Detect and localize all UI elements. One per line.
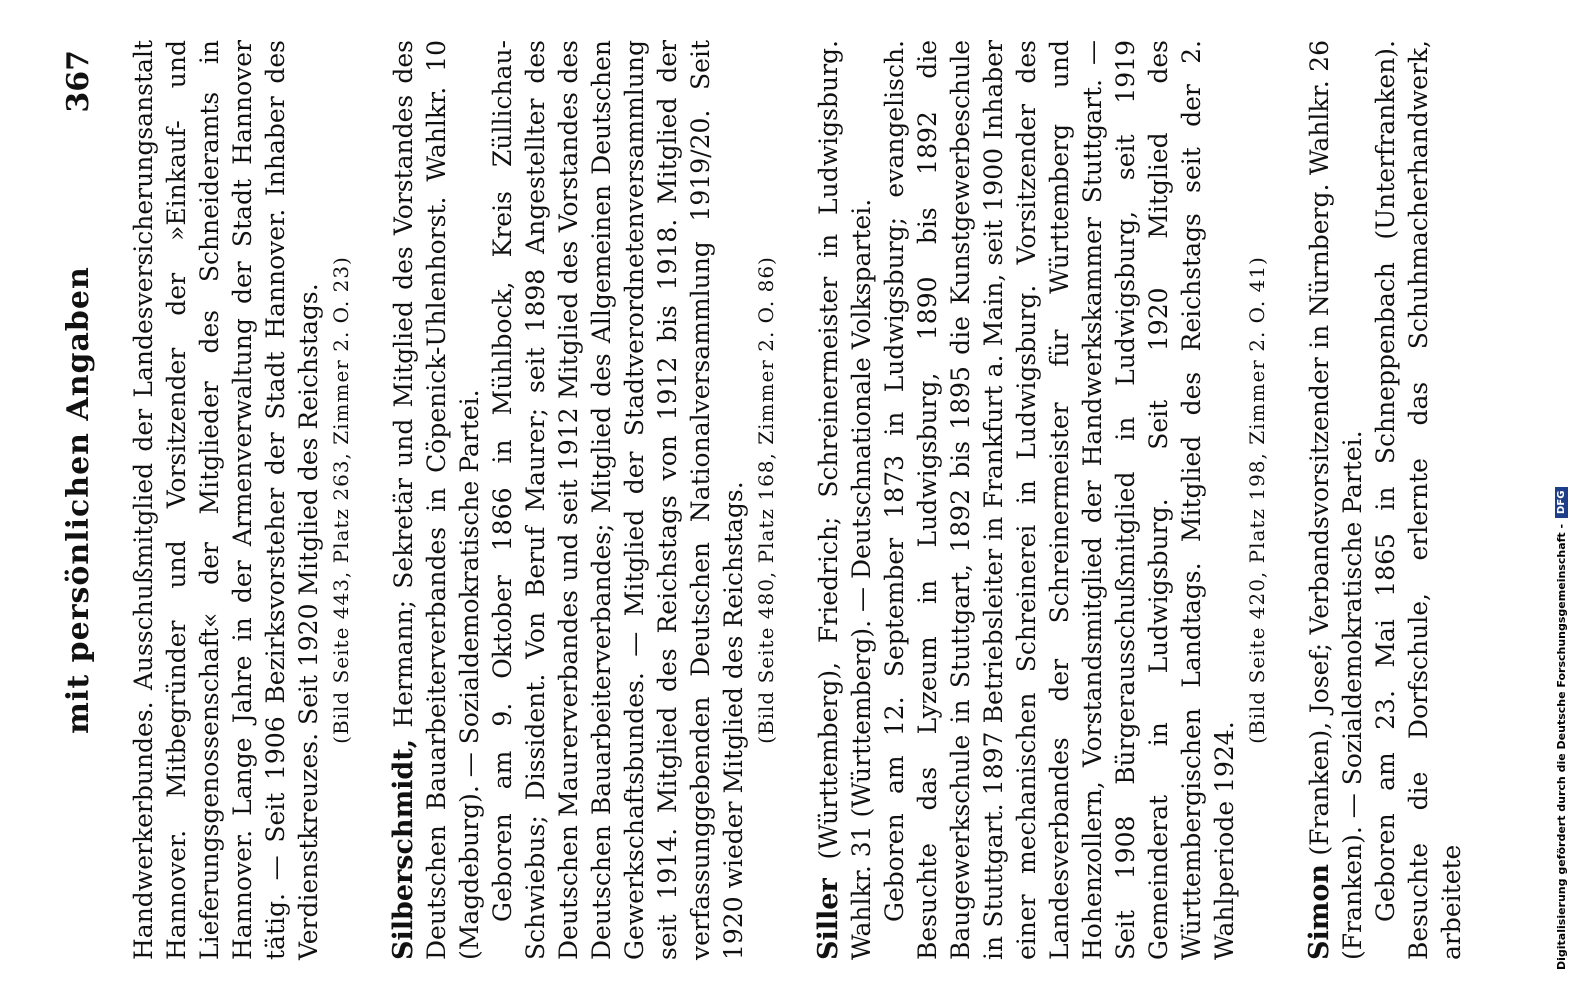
photo-reference: (Bild Seite 420, Platz 198, Zimmer 2. O. 41) (1245, 256, 1269, 744)
entry-silberschmidt (387, 40, 778, 960)
entry-lead-text: Hermann; Sekretär und Mitglied des Vorstandes des Deutschen Bauarbeiterverbandes in Cöpenick-Uhlenhorst. Wahlkr. 10 (Magdeburg). — Sozialdemokratische Partei. (389, 40, 484, 960)
entry-paragraph: Handwerkerbundes. Ausschußmitglied der Landesversicherungsanstalt Hannover. Mitbegründer und Vorsitzender der »Einkauf- und Lieferungsgenossenschaft« der Mitglieder des Schneideramts in Hannover. Lange Jahre in der Armenverwaltung der Stadt Hannover tätig. — Seit 1906 Bezirksvorsteher der Stadt Hannover. Inhaber des Verdienstkreuzes. Seit 1920 Mitglied des Reichstags. (129, 40, 323, 960)
entry-lead-text: (Franken), Josef; Verbandsvorsitzender in Nürnberg. Wahlkr. 26 (Franken). — Sozialdemokratische Partei. (1305, 40, 1367, 960)
entry-lead (387, 40, 486, 960)
page-header (55, 40, 115, 960)
page-number: 367 (61, 50, 96, 113)
entry-name: Silberschmidt, (388, 738, 419, 960)
digitization-credit (1553, 0, 1569, 1000)
photo-reference: (Bild Seite 480, Platz 168, Zimmer 2. O. 86) (754, 256, 778, 744)
biography-entries (127, 40, 1502, 960)
entry-simon (1303, 40, 1468, 960)
entry-lead (812, 40, 878, 960)
entry-paragraph: Geboren am 12. September 1873 in Ludwigsburg; evangelisch. Besuchte das Lyzeum in Ludwigsburg, 1890 bis 1892 die Baugewerkschule in Stuttgart, 1892 bis 1895 die Kunstgewerbeschule in Stuttgart. 1897 Betriebsleiter in Frankfurt a. Main, seit 1900 Inhaber einer mechanischen Schreinerei in Ludwigsburg. Vorsitzender des Landesverbandes der Schreinermeister für Württemberg und Hohenzollern, Vorstandsmitglied der Handwerkskammer Stuttgart. — Seit 1908 Bürgerausschußmitglied in Ludwigsburg, seit 1919 Gemeinderat in Ludwigsburg. Seit 1920 Mitglied des Württembergischen Landtags. Mitglied des Reichstags seit der 2. Wahlperiode 1924. (880, 40, 1239, 960)
entry-paragraph: Geboren am 23. Mai 1865 in Schneppenbach (Unterfranken). Besuchte die Dorfschule, erlernte das Schuhmacherhandwerk, arbeitete (1371, 40, 1466, 960)
entry-lead (1303, 40, 1369, 960)
photo-reference: (Bild Seite 443, Platz 263, Zimmer 2. O. 23) (329, 256, 353, 744)
entry-paragraph: Geboren am 9. Oktober 1866 in Mühlbock, Kreis Züllichau-Schwiebus; Dissident. Von Beruf Maurer; seit 1898 Angestellter des Deutschen Maurerverbandes und seit 1912 Mitglied des Vorstandes des Deutschen Bauarbeiterverbandes; Mitglied des Allgemeinen Deutschen Gewerkschaftsbundes. — Mitglied der Stadtverordnetenversammlung seit 1914. Mitglied des Reichstags von 1912 bis 1918. Mitglied der verfassunggebenden Deutschen Nationalversammlung 1919/20. Seit 1920 wieder Mitglied des Reichstags. (488, 40, 748, 960)
entry-continuation (127, 40, 353, 960)
credit-text: Digitalisierung gefördert durch die Deutsche Forschungsgemeinschaft - (1554, 523, 1568, 970)
entry-siller (812, 40, 1269, 960)
entry-name: Siller (813, 878, 844, 960)
running-title: mit persönlichen Angaben (61, 266, 96, 734)
entry-lead-text: (Württemberg), Friedrich; Schreinermeister in Ludwigsburg. Wahlkr. 31 (Württemberg). — Deutschnationale Volkspartei. (814, 40, 876, 960)
rotated-book-page (55, 40, 1525, 960)
dfg-logo: DFG (1555, 487, 1568, 518)
entry-name: Simon (1304, 864, 1335, 960)
